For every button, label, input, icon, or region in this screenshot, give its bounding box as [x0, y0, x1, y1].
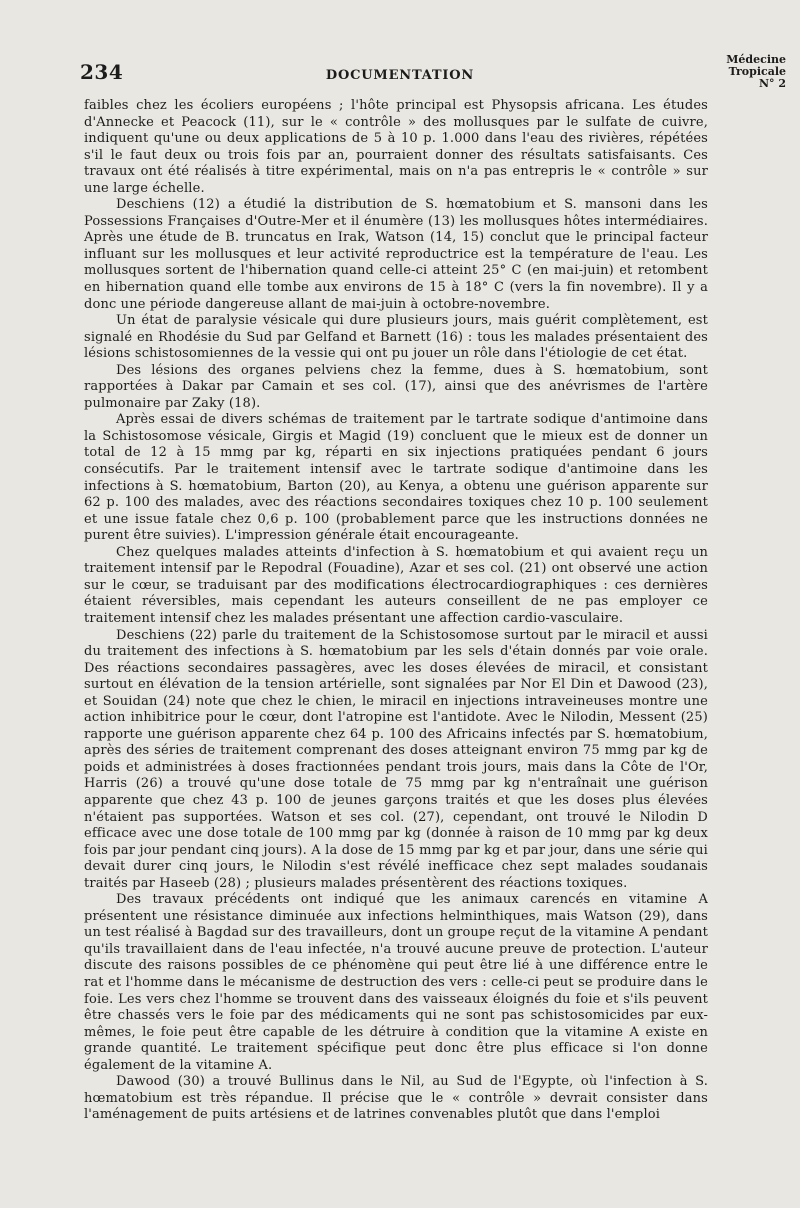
journal-tag-line: Médecine [726, 53, 786, 66]
journal-tag-line: Tropicale [728, 65, 786, 78]
paragraph: Des travaux précédents ont indiqué que les animaux carencés en vitamine A présentent une résistance diminuée aux infections helminthiques, mais Watson (29), dans un test réalisé à Bagdad sur des travailleurs, dont un groupe reçut de la vitamine A pendant qu'ils travaillaient dans de l'eau infectée, n'a trouvé aucune preuve de protection. L'auteur discute des raisons possibles de ce phénomène qui peut être lié à une différence entre le rat et l'homme dans le mécanisme de destruction des vers : celle-ci peut se produire dans le foie. Les vers chez l'homme se trouvent dans des vaisseaux éloignés du foie et s'ils peuvent être chassés vers le foie par des médicaments qui ne sont pas schistosomicides par eux-mêmes, le foie peut être capable de les détruire à condition que la vitamine A existe en grande quantité. Le traitement spécifique peut donc être plus efficace si l'on donne également de la vitamine A. [84, 892, 708, 1073]
paragraph: Deschiens (12) a étudié la distribution de S. hœmatobium et S. mansoni dans les Possessions Françaises d'Outre-Mer et il énumère (13) les mollusques hôtes intermédiaires. Après une étude de B. truncatus en Irak, Watson (14, 15) conclut que le principal facteur influant sur les mollusques et leur activité reproductrice est la température de l'eau. Les mollusques sortent de l'hibernation quand celle-ci atteint 25° C (en mai-juin) et retombent en hibernation quand elle tombe aux environs de 15 à 18° C (vers la fin novembre). Il y a donc une période dangereuse allant de mai-juin à octobre-novembre. [84, 197, 708, 312]
paragraph: Dawood (30) a trouvé Bullinus dans le Nil, au Sud de l'Egypte, où l'infection à S. hœmatobium est très répandue. Il précise que le « contrôle » devrait consister dans l'aménagement de puits artésiens et de latrines convenables plutôt que dans l'emploi [84, 1074, 708, 1123]
paragraph: Des lésions des organes pelviens chez la femme, dues à S. hœmatobium, sont rapportées à Dakar par Camain et ses col. (17), ainsi que des anévrismes de l'artère pulmonaire par Zaky (18). [84, 362, 708, 411]
paragraph: Un état de paralysie vésicale qui dure plusieurs jours, mais guérit complètement, est signalé en Rhodésie du Sud par Gelfand et Barnett (16) : tous les malades présentaient des lésions schistosomiennes de la vessie qui ont pu jouer un rôle dans l'étiologie de cet état. [84, 313, 708, 362]
paragraph: Chez quelques malades atteints d'infection à S. hœmatobium et qui avaient reçu un traitement intensif par le Repodral (Fouadine), Azar et ses col. (21) ont observé une action sur le cœur, se traduisant par des modifications électrocardiographiques : ces dernières étaient réversibles, mais cependant les auteurs conseillent de ne pas employer ce traitement intensif chez les malades présentant une affection cardio-vasculaire. [84, 544, 708, 626]
journal-tag [706, 54, 786, 90]
body-text [84, 98, 708, 1124]
paragraph: Deschiens (22) parle du traitement de la Schistosomose surtout par le miracil et aussi du traitement des infections à S. hœmatobium par les sels d'étain donnés par voie orale. Des réactions secondaires passagères, avec les doses élevées de miracil, et consistant surtout en élévation de la tension artérielle, sont signalées par Nor El Din et Dawood (23), et Souidan (24) note que chez le chien, le miracil en injections intraveineuses montre une action inhibitrice pour le cœur, dont l'atropine est l'antidote. Avec le Nilodin, Messent (25) rapporte une guérison apparente chez 64 p. 100 des Africains infectés par S. hœmatobium, après des séries de traitement comprenant des doses atteignant environ 75 mmg par kg de poids et administrées à doses fractionnées pendant trois jours, mais dans la Côte de l'Or, Harris (26) a trouvé qu'une dose totale de 75 mmg par kg n'entraînait une guérison apparente que chez 43 p. 100 de jeunes garçons traités et que les doses plus élevées n'étaient pas supportées. Watson et ses col. (27), cependant, ont trouvé le Nilodin D efficace avec une dose totale de 100 mmg par kg (donnée à raison de 10 mmg par kg deux fois par jour pendant cinq jours). A la dose de 15 mmg par kg et par jour, dans une série qui devait durer cinq jours, le Nilodin s'est révélé inefficace chez sept malades soudanais traités par Haseeb (28) ; plusieurs malades présentèrent des réactions toxiques. [84, 627, 708, 891]
paragraph: Après essai de divers schémas de traitement par le tartrate sodique d'antimoine dans la Schistosomose vésicale, Girgis et Magid (19) concluent que le mieux est de donner un total de 12 à 15 mmg par kg, réparti en six injections pratiquées pendant 6 jours consécutifs. Par le traitement intensif avec le tartrate sodique d'antimoine dans les infections à S. hœmatobium, Barton (20), au Kenya, a obtenu une guérison apparente sur 62 p. 100 des malades, avec des réactions secondaires toxiques chez 10 p. 100 seulement et une issue fatale chez 0,6 p. 100 (probablement parce que les instructions données ne purent être suivies). L'impression générale était encourageante. [84, 412, 708, 544]
paragraph: faibles chez les écoliers européens ; l'hôte principal est Physopsis africana. Les études d'Annecke et Peacock (11), sur le « contrôle » des mollusques par le sulfate de cuivre, indiquent qu'une ou deux applications de 5 à 10 p. 1.000 dans l'eau des rivières, répétées s'il le faut deux ou trois fois par an, pourraient donner des résultats satisfaisants. Ces travaux ont été réalisés à titre expérimental, mais on n'a pas entrepris le « contrôle » sur une large échelle. [84, 98, 708, 196]
running-title: DOCUMENTATION [325, 68, 475, 83]
journal-tag-line: N° 2 [758, 77, 786, 90]
page-number: 234 [80, 60, 124, 84]
